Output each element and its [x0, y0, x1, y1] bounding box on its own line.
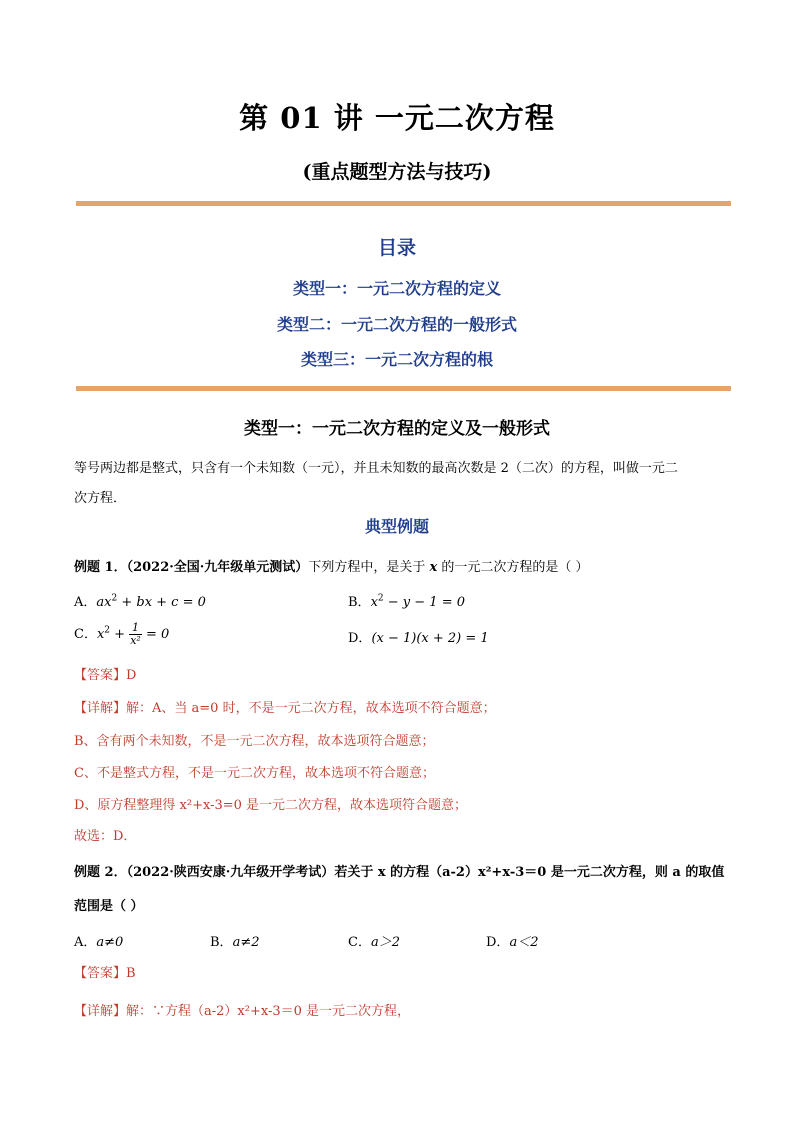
answer-tag: 【答案】: [74, 668, 127, 683]
example-source: （2022·陕西安康·九年级开学考试）: [126, 865, 335, 880]
toc-item-1[interactable]: 类型一：一元二次方程的定义: [292, 279, 501, 298]
option-text: a≠0: [96, 935, 124, 950]
page-subtitle: (重点题型方法与技巧): [302, 161, 492, 183]
option-text: a＞2: [370, 935, 400, 950]
detail-line-1: [74, 1000, 410, 1019]
example-2-question: [74, 861, 724, 880]
divider: [76, 386, 731, 391]
examples-heading: 典型例题: [364, 517, 429, 536]
toc-item-3[interactable]: 类型三：一元二次方程的根: [300, 350, 493, 369]
answer-value: B: [126, 966, 136, 981]
detail-text: 解：A、当 a=0 时，不是一元二次方程，故本选项不符合题意；: [126, 701, 496, 716]
option-c[interactable]: C．$x^2$ + $\frac{1}{\text{x²}}$ = 0: [74, 621, 170, 647]
answer-line: [74, 664, 136, 683]
option-text: a≠2: [232, 935, 260, 950]
option-a[interactable]: [74, 931, 123, 950]
answer-value: D: [126, 668, 137, 683]
option-equation: x: [96, 627, 105, 642]
option-label: B．: [348, 595, 371, 610]
detail-line-1: [74, 697, 496, 716]
example-1-question: [74, 556, 589, 575]
option-c[interactable]: [348, 931, 400, 950]
question-variable: x: [429, 560, 438, 575]
option-equation: (x − 1)(x + 2) = 1: [371, 631, 489, 646]
divider: [76, 201, 731, 206]
option-equation: = 0: [141, 627, 170, 642]
option-label: D．: [486, 935, 510, 950]
option-equation: +: [110, 627, 126, 642]
section-heading: 类型一：一元二次方程的定义及一般形式: [244, 419, 550, 439]
option-label: A．: [74, 935, 97, 950]
option-d[interactable]: [486, 931, 538, 950]
example-2-question-cont: 范围是（ ）: [74, 899, 144, 914]
option-b[interactable]: B．$x^2 - y - 1 = 0$: [348, 593, 465, 610]
option-equation: − y − 1 = 0: [383, 595, 465, 610]
option-label: C．: [74, 627, 97, 642]
option-a[interactable]: A．$ax^2$ + bx + c = 0: [74, 593, 206, 610]
question-end: 的一元二次方程的是（ ）: [441, 560, 589, 575]
question-text: 下列方程中，是关于: [308, 560, 426, 575]
option-equation: ax: [96, 595, 112, 610]
page-title: 第 01 讲 一元二次方程: [239, 101, 555, 135]
detail-text: 解：∵方程（a-2）x²+x-3＝0 是一元二次方程，: [126, 1004, 411, 1019]
fraction-numerator: 1: [129, 622, 142, 635]
detail-line-3: C、不是整式方程，不是一元二次方程，故本选项不符合题意；: [74, 766, 435, 781]
option-text: a＜2: [509, 935, 539, 950]
option-label: A．: [74, 595, 97, 610]
option-equation: x: [370, 595, 378, 610]
option-label: B．: [210, 935, 233, 950]
fraction-denominator: x²: [130, 634, 141, 647]
example-label: 例题 2．: [74, 865, 127, 880]
option-d[interactable]: [348, 627, 489, 646]
example-label: 例题 1．: [74, 560, 127, 575]
answer-line: [74, 962, 136, 981]
detail-tag: 【详解】: [74, 1004, 127, 1019]
detail-line-4: D、原方程整理得 x²+x-3=0 是一元二次方程，故本选项符合题意；: [74, 798, 468, 813]
toc-item-2[interactable]: 类型二：一元二次方程的一般形式: [276, 315, 517, 334]
toc-heading: 目录: [377, 237, 416, 259]
question-text: 若关于 x 的方程（a-2）x²+x-3＝0 是一元二次方程，则 a 的取值: [334, 865, 725, 880]
definition-line-2: 次方程．: [74, 491, 127, 506]
option-equation: + bx + c = 0: [117, 595, 206, 610]
option-label: C．: [348, 935, 371, 950]
detail-line-2: B、含有两个未知数，不是一元二次方程，故本选项符合题意；: [74, 734, 435, 749]
example-source: （2022·全国·九年级单元测试）: [126, 560, 309, 575]
fraction: [129, 622, 142, 647]
option-label: D．: [348, 631, 372, 646]
detail-tag: 【详解】: [74, 701, 127, 716]
answer-tag: 【答案】: [74, 966, 127, 981]
definition-line-1: 等号两边都是整式，只含有一个未知数（一元），并且未知数的最高次数是 2（二次）的方程，叫做一元二: [74, 461, 678, 476]
option-b[interactable]: [210, 931, 259, 950]
detail-line-5: 故选：D．: [74, 829, 137, 844]
